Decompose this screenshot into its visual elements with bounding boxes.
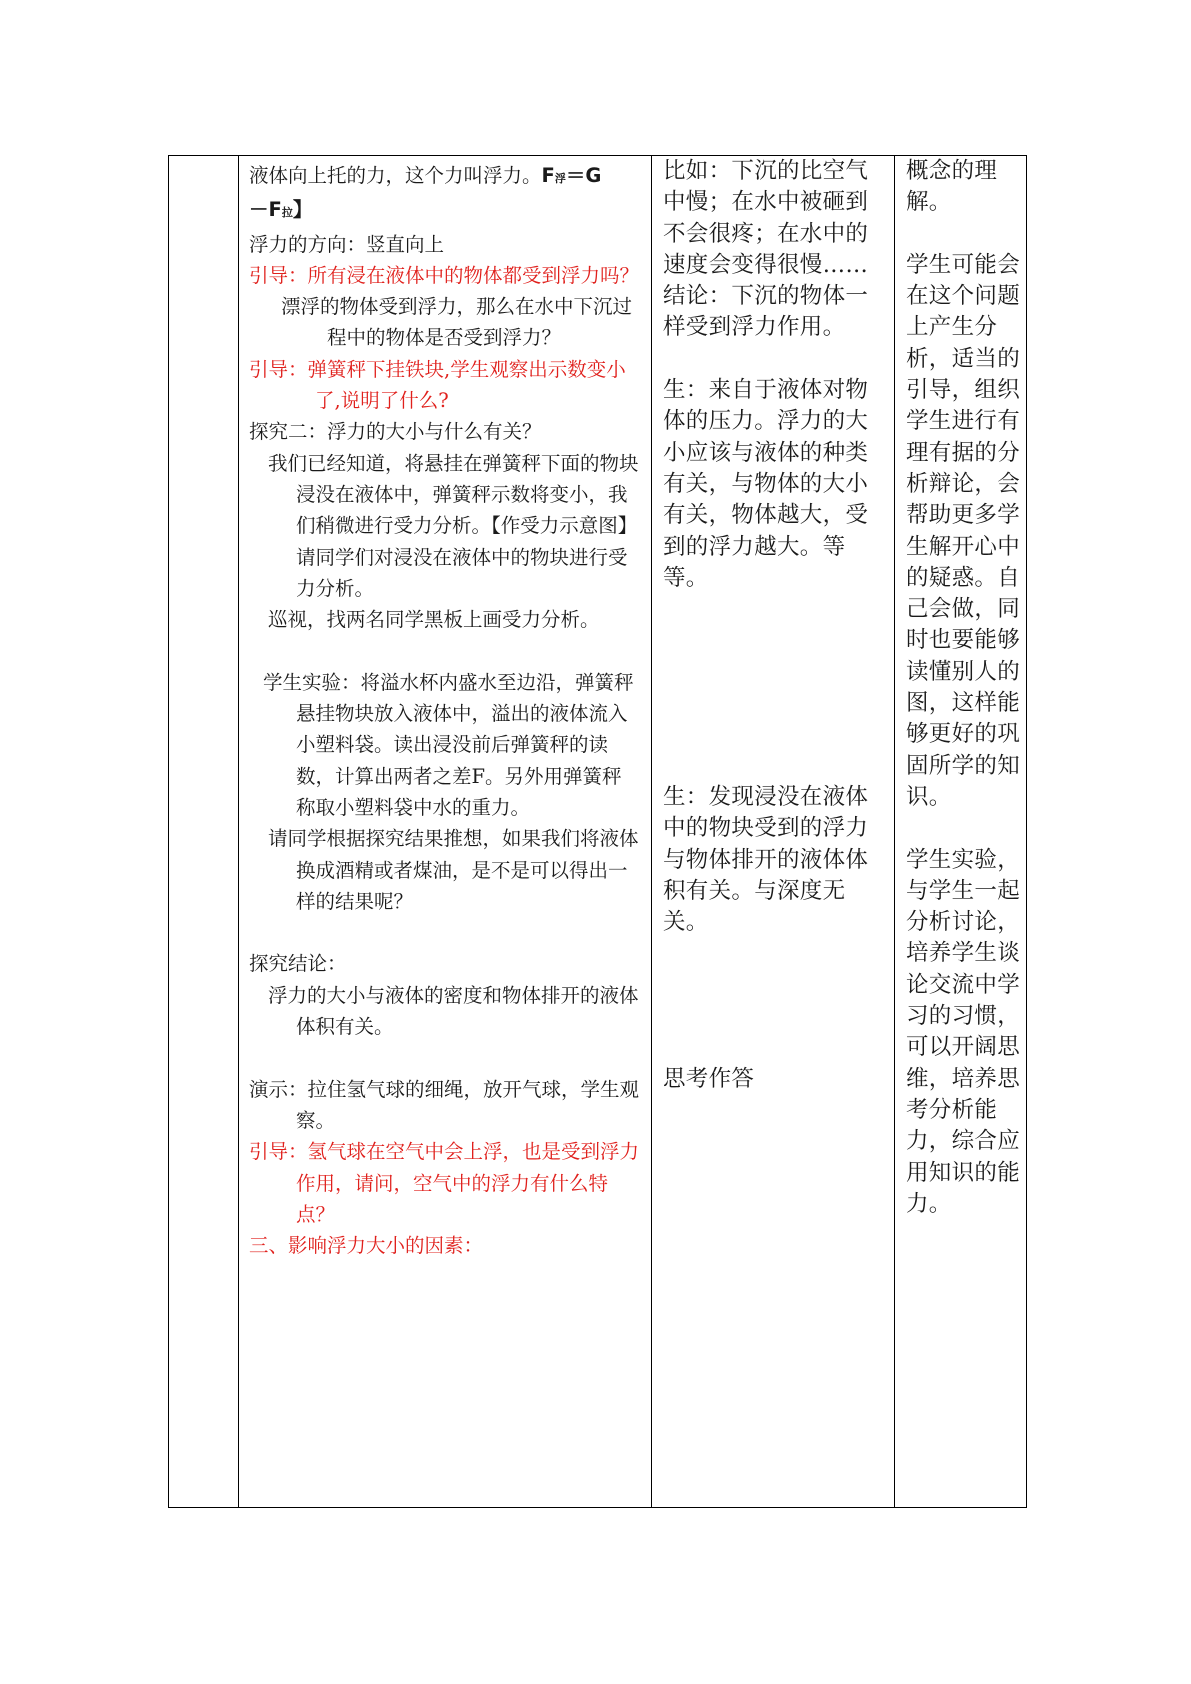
buoyancy-definition: 液体向上托的力，这个力叫浮力。F浮＝G －F拉】 [249, 164, 602, 222]
student-response-3: 生：发现浸没在液体中的物块受到的浮力与物体排开的液体体积有关。与深度无关。 [663, 783, 869, 936]
lesson-plan-table [168, 155, 1027, 1508]
design-intent-2: 学生可能会在这个问题上产生分析，适当的引导，组织学生进行有理有据的分析辩论，会帮助更多学生解开心中的疑惑。自己会做，同时也要能够读懂别人的图，这样能够更好的巩固所学的知识。 [906, 251, 1021, 810]
section-3-heading: 三、影响浮力大小的因素： [249, 1234, 484, 1258]
stage-cell [169, 156, 238, 1507]
student-experiment: 学生实验：将溢水杯内盛水至边沿，弹簧秤悬挂物块放入液体中，溢出的液体流入小塑料袋。读出浸没前后弹簧秤的读数，计算出两者之差F。另外用弹簧秤称取小塑料袋中水的重力。 [263, 670, 634, 819]
student-conclusion-1: 结论：下沉的物体一样受到浮力作用。 [663, 283, 869, 341]
student-response-4: 思考作答 [663, 1065, 755, 1092]
formula: F浮＝G [541, 164, 602, 187]
teacher-activity-cell [239, 156, 651, 1507]
design-intent-3: 学生实验，与学生一起分析讨论，培养学生谈论交流中学习的习惯，可以开阔思维，培养思考分析能力，综合应用知识的能力。 [906, 846, 1021, 1217]
explore2-body: 我们已经知道，将悬挂在弹簧秤下面的物块浸没在液体中，弹簧秤示数将变小，我们稍微进行受力分析。【作受力示意图】请同学们对浸没在液体中的物块进行受力分析。 [268, 451, 639, 600]
demo-note: 演示：拉住氢气球的细绳，放开气球，学生观察。 [249, 1077, 640, 1132]
buoyancy-direction: 浮力的方向：竖直向上 [249, 232, 445, 256]
conclusion-body: 浮力的大小与液体的密度和物体排开的液体体积有关。 [268, 983, 639, 1039]
infer-question: 请同学根据探究结果推想，如果我们将液体换成酒精或者煤油，是不是可以得出一样的结果呢？ [268, 827, 639, 913]
guide-question-3: 引导：氢气球在空气中会上浮，也是受到浮力作用，请问，空气中的浮力有什么特点？ [249, 1140, 640, 1226]
conclusion-title: 探究结论： [249, 952, 347, 976]
design-intent-1: 概念的理解。 [906, 158, 998, 216]
student-response-2: 生：来自于液体对物体的压力。浮力的大小应该与液体的种类有关，与物体的大小有关，物体越大，受到的浮力越大。等等。 [663, 377, 869, 591]
explore2-title: 探究二：浮力的大小与什么有关？ [249, 420, 542, 444]
design-intent-cell [895, 156, 1026, 1507]
student-response-1: 比如：下沉的比空气中慢；在水中被砸到不会很疼；在水中的速度会变得很慢…… [663, 158, 869, 278]
guide-question-1: 引导：所有浸在液体中的物体都受到浮力吗？ [249, 263, 640, 287]
guide-question-2: 引导：弹簧秤下挂铁块,学生观察出示数变小了,说明了什么? [249, 357, 626, 413]
student-activity-cell [652, 156, 894, 1507]
float-question: 漂浮的物体受到浮力，那么在水中下沉过程中的物体是否受到浮力？ [281, 295, 633, 350]
patrol-note: 巡视，找两名同学黑板上画受力分析。 [268, 608, 600, 632]
